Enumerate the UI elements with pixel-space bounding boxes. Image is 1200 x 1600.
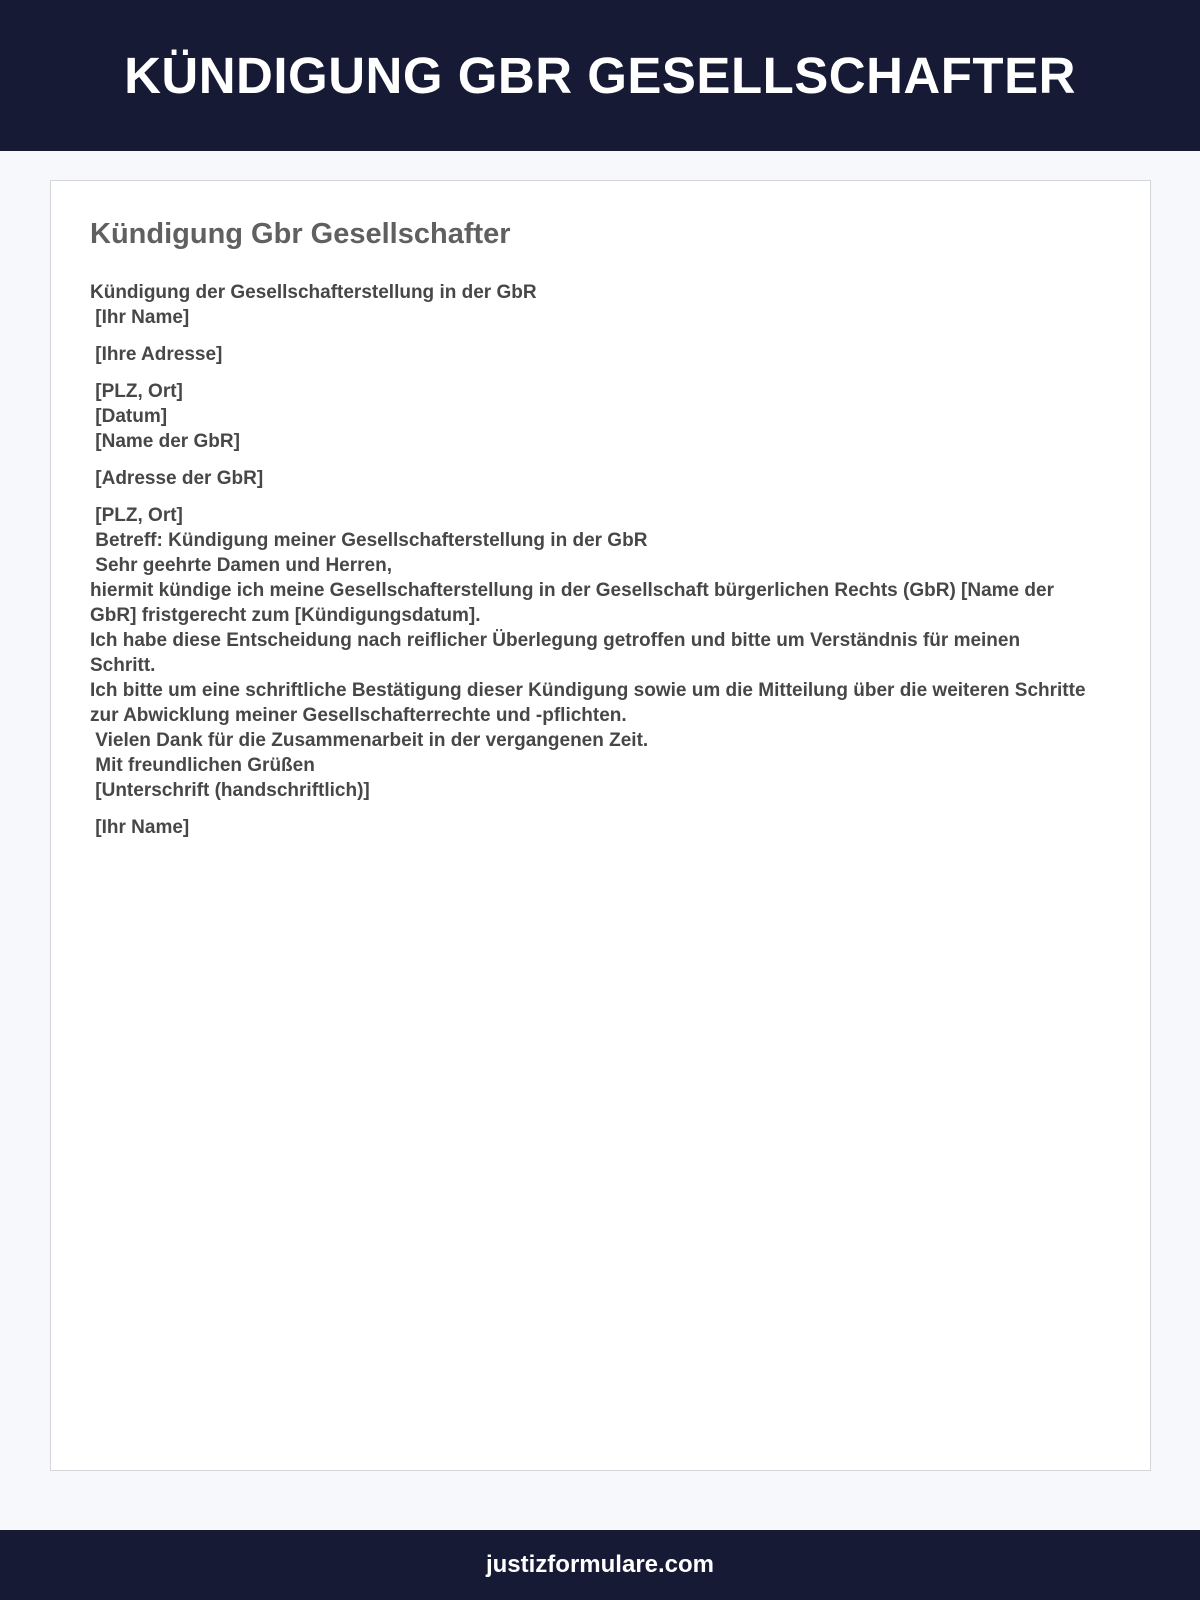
letter-date: [Datum] — [90, 406, 168, 427]
letter-paragraph: hiermit kündige ich meine Gesellschafterstellung in der Gesellschaft bürgerlichen Rechts (GbR) [Name der GbR] fristgerecht zum [Kündigungsdatum]. — [90, 580, 1060, 626]
sender-name: [Ihr Name] — [90, 307, 190, 328]
footer-site-link[interactable]: justizformulare.com — [485, 1551, 715, 1578]
recipient-name: [Name der GbR] — [90, 431, 240, 452]
recipient-city: [PLZ, Ort] — [90, 505, 183, 526]
document-title: Kündigung Gbr Gesellschafter — [90, 218, 511, 250]
letter-body — [90, 280, 1090, 840]
letter-paragraph: Ich habe diese Entscheidung nach reiflicher Überlegung getroffen und bitte um Verständnis für meinen Schritt. — [90, 630, 1026, 676]
page-header — [0, 0, 1200, 151]
signature-placeholder: [Unterschrift (handschriftlich)] — [90, 780, 370, 801]
recipient-address: [Adresse der GbR] — [90, 468, 264, 489]
signature-name: [Ihr Name] — [90, 817, 190, 838]
letter-salutation: Sehr geehrte Damen und Herren, — [90, 555, 392, 576]
sender-address: [Ihre Adresse] — [90, 344, 223, 365]
letter-closing: Mit freundlichen Grüßen — [90, 755, 315, 776]
letter-thanks: Vielen Dank für die Zusammenarbeit in der vergangenen Zeit. — [90, 730, 649, 751]
letter-reference: Betreff: Kündigung meiner Gesellschafterstellung in der GbR — [90, 530, 648, 551]
header-title: KÜNDIGUNG GBR GESELLSCHAFTER — [124, 47, 1076, 104]
letter-paragraph: Ich bitte um eine schriftliche Bestätigung dieser Kündigung sowie um die Mitteilung über die weiteren Schritte zur Abwicklung meiner Gesellschafterrechte und -pflichten. — [90, 680, 1091, 726]
sender-city: [PLZ, Ort] — [90, 381, 183, 402]
letter-subject-line: Kündigung der Gesellschafterstellung in der GbR — [90, 282, 537, 303]
page-footer — [0, 1530, 1200, 1600]
